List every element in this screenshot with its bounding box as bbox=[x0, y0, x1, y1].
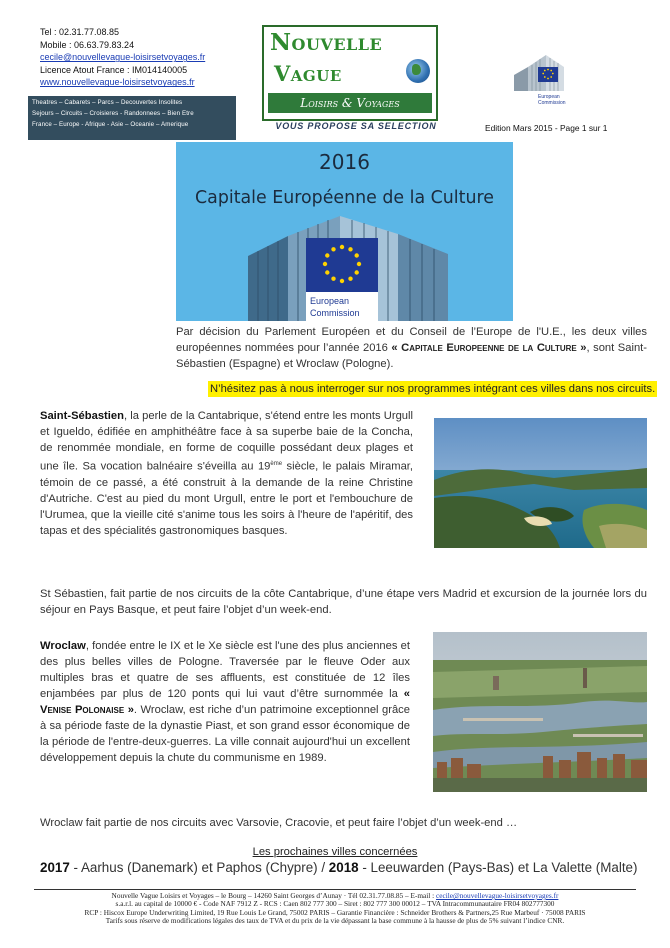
next-year-2018: 2018 bbox=[328, 860, 359, 875]
next-cities-line bbox=[40, 860, 647, 875]
san-sebastian-name: Saint-Sébastien bbox=[40, 410, 124, 422]
san-sebastian-sup: ème bbox=[270, 461, 283, 467]
activities-line-2: Sejours – Circuits – Croisieres - Randonnees – Bien Etre bbox=[32, 109, 194, 117]
intro-paragraph bbox=[176, 324, 647, 372]
wroclaw-paragraph bbox=[40, 638, 410, 766]
san-sebastian-text-b: siècle, le palais Miramar, témoin de ce passé, a été construit à la demande de la reine Christine d'Autriche. C'est au pied du mont Urgull, entre le port et l'embouchure de l'Urumea, que la vieille cité s'anime tous les soirs à l'heure de l'apéritif, des tapas et des spécialités gastronomiques basques. bbox=[40, 460, 414, 537]
intro-text-after: , sont Saint-Sébastien (Espagne) et Wroclaw (Pologne). bbox=[176, 342, 647, 370]
contact-block bbox=[40, 26, 205, 89]
wroclaw-footnote: Wroclaw fait partie de nos circuits avec Varsovie, Cracovie, et peut faire l’objet d’un week-end … bbox=[40, 817, 518, 829]
contact-website-link[interactable]: www.nouvellevague-loisirsetvoyages.fr bbox=[40, 77, 195, 88]
contact-mobile: Mobile : 06.63.79.83.24 bbox=[40, 39, 135, 50]
footer-address: Nouvelle Vague Loisirs et Voyages – le Bourg – 14260 Saint Georges d’Aunay · Tél 02.31.77.08.85 – E-mail : bbox=[111, 891, 437, 900]
activities-line-3: France – Europe - Afrique - Asie – Oceanie – Amerique bbox=[32, 120, 189, 128]
intro-text-before: Par décision du Parlement Européen et du Conseil de l’Europe de l'U.E., les deux villes européennes nommées pour l’année 2016 bbox=[176, 326, 647, 354]
san-sebastian-text-a: , la perle de la Cantabrique, s'étend entre les monts Urgull et Igueldo, édifiée en amphithéâtre face à sa superbe baie de la Concha, de renommée mondiale, en forme de coquille possédant deux plages et une île. Sa vocation balnéaire s'éveilla au 19 bbox=[40, 410, 413, 473]
footer-email-link[interactable]: cecile@nouvellevague-loisirsetvoyages.fr bbox=[436, 891, 559, 900]
ec-label-line-1: European bbox=[538, 94, 560, 100]
callout-highlight: N’hésitez pas à nous interroger sur nos programmes intégrant ces villes dans nos circuits. bbox=[210, 383, 656, 395]
globe-icon bbox=[406, 59, 430, 83]
banner-year: 2016 bbox=[319, 150, 370, 174]
san-sebastian-paragraph bbox=[40, 408, 413, 539]
wroclaw-venise: « Venise Polonaise » bbox=[40, 688, 410, 716]
footer-line-2: s.a.r.l. au capital de 10000 € - Code NAF 7912 Z - RCS : Caen 802 777 300 – Siret : 802 777 300 00012 – TVA Intracommunautaire FR04 802777300 bbox=[115, 899, 555, 909]
wroclaw-text-b: . Wroclaw, est riche d’un patrimoine exceptionnel grâce à sa période faste de la dynastie Piast, et son grand essor économique de la période de l'entre-deux-guerres. La ville connait aujourd'hui un excellent développement depuis la chute du communisme en 1989. bbox=[40, 704, 411, 764]
footer-line-3: RCP : Hiscox Europe Underwriting Limited, 19 Rue Louis Le Grand, 75002 PARIS – Garantie Financière : Schneider Brothers & Partners,25 Rue Marbeuf · 75008 PARIS bbox=[84, 907, 586, 917]
commission-building-illustration bbox=[248, 216, 448, 321]
next-year-2017: 2017 bbox=[40, 860, 70, 875]
wroclaw-text-a: , fondée entre le IX et le Xe siècle est l'une des plus anciennes et des plus belles villes de Pologne. Traversée par le fleuve Oder aux multiples bras et quatre de ses affluents, est constituée de 12 îles enjambées par plus de 120 ponts qui lui vaut d’être surnommée la bbox=[40, 640, 410, 700]
edition-text: Edition Mars 2015 - Page 1 sur 1 bbox=[485, 123, 608, 133]
contact-email-link[interactable]: cecile@nouvellevague-loisirsetvoyages.fr bbox=[40, 52, 206, 63]
logo-word-vague: Vague bbox=[274, 61, 342, 86]
banner-ec-line-1: European bbox=[310, 296, 350, 306]
activities-line-1: Theatres – Cabarets – Parcs – Decouvertes Insolites bbox=[32, 99, 183, 106]
intro-highlight: « Capitale Europeenne de la Culture » bbox=[391, 342, 587, 354]
san-sebastian-photo bbox=[434, 418, 647, 548]
next-cities-2018: - Leeuwarden (Pays-Bas) et La Valette (Malte) bbox=[358, 860, 638, 875]
wroclaw-photo bbox=[433, 632, 647, 792]
next-cities-title: Les prochaines villes concernées bbox=[252, 846, 418, 858]
legal-footer bbox=[34, 889, 636, 926]
wroclaw-name: Wroclaw bbox=[40, 640, 86, 652]
san-sebastian-footnote: St Sébastien, fait partie de nos circuits de la côte Cantabrique, d’une étape vers Madrid et excursion de la journée lors du séjour en Pays Basque, et peut faire l’objet d’un week-end. bbox=[40, 588, 647, 616]
activities-box bbox=[28, 96, 236, 140]
ec-label-line-2: Commission bbox=[538, 100, 566, 106]
footer-line-4: Tarifs sous réserve de modifications légales des taux de TVA et du prix de la vie dépassant la base commune à la hausse de plus de 5% suivant l’indice CNR. bbox=[105, 916, 565, 926]
culture-capital-banner bbox=[176, 142, 513, 321]
company-logo bbox=[262, 25, 438, 121]
contact-licence: Licence Atout France : IM014140005 bbox=[40, 64, 188, 75]
logo-word-nouvelle: Nouvelle bbox=[270, 29, 383, 56]
european-commission-logo bbox=[514, 45, 582, 107]
banner-caption: Capitale Européenne de la Culture bbox=[195, 188, 494, 208]
contact-tel: Tel : 02.31.77.08.85 bbox=[40, 27, 120, 37]
banner-ec-line-2: Commission bbox=[310, 308, 360, 318]
logo-subtitle: Loisirs & Voyages bbox=[268, 93, 432, 113]
logo-tagline: VOUS PROPOSE SA SELECTION bbox=[275, 121, 437, 131]
next-cities-2017: - Aarhus (Danemark) et Paphos (Chypre) / bbox=[69, 860, 329, 875]
